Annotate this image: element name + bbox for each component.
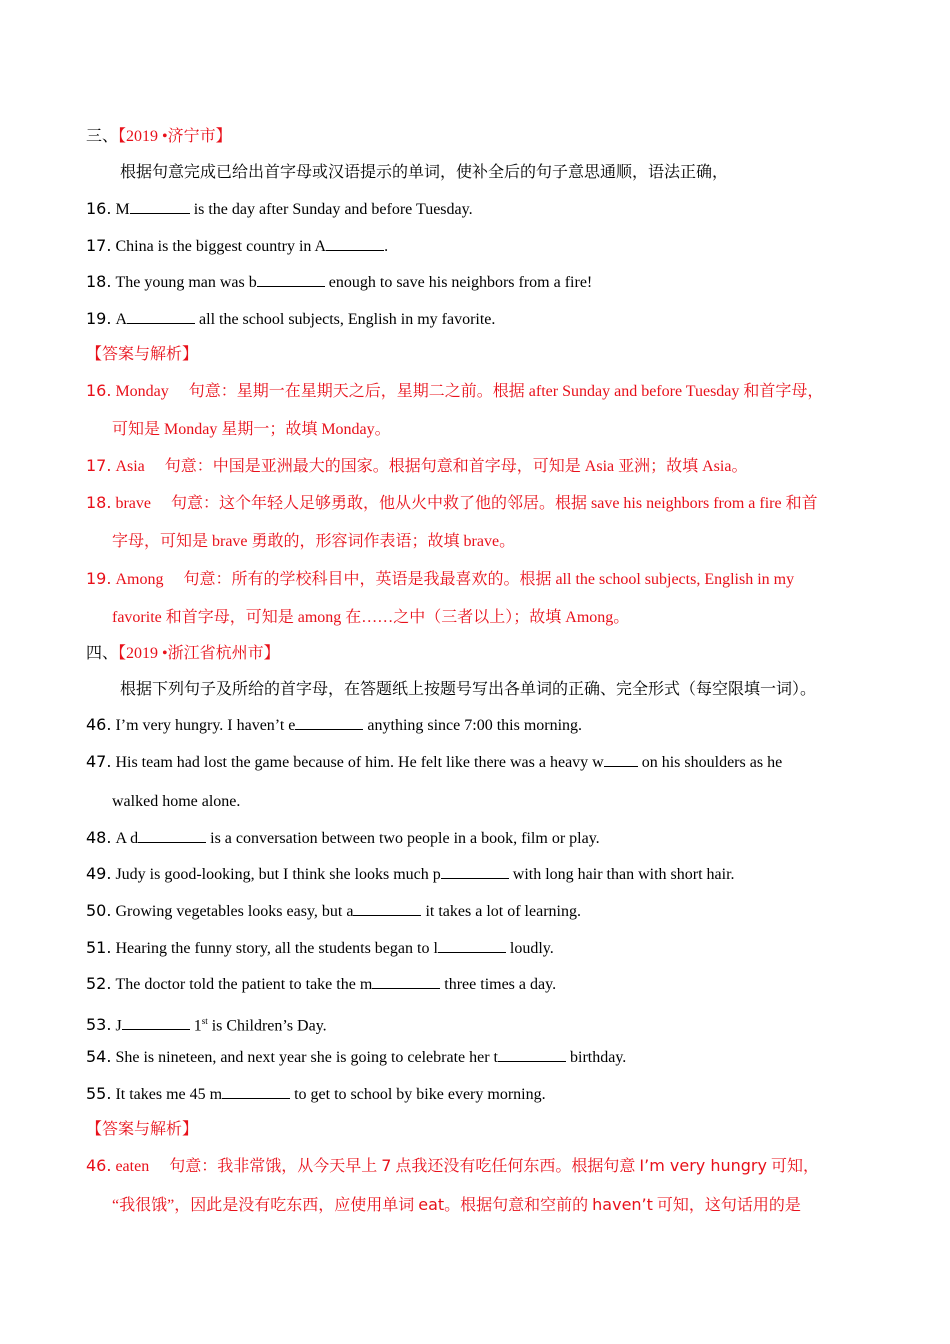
answer-blank[interactable] [438, 937, 506, 953]
answer-17: 17. Asia 句意：中国是亚洲最大的国家。根据句意和首字母，可知是 Asia 亚洲；故填 Asia。 [86, 456, 748, 475]
answer-46-cont: “我很饿”，因此是没有吃东西，应使用单词 eat。根据句意和空前的 haven’t 可知，这句话用的是 [112, 1195, 801, 1214]
question-50: 50. Growing vegetables looks easy, but a it takes a lot of learning. [86, 901, 581, 920]
question-48: 48. A d is a conversation between two people in a book, film or play. [86, 828, 600, 847]
question-54: 54. She is nineteen, and next year she is going to celebrate her t birthday. [86, 1047, 627, 1066]
answer-header-3: 【答案与解析】 [86, 346, 199, 363]
answer-16: 16. Monday 句意：星期一在星期天之后，星期二之前。根据 after Sunday and before Tuesday 和首字母， [86, 381, 824, 400]
answer-blank[interactable] [127, 308, 195, 324]
section-3-instruction: 根据句意完成已给出首字母或汉语提示的单词，使补全后的句子意思通顺，语法正确， [120, 164, 729, 181]
answer-blank[interactable] [326, 235, 384, 251]
answer-blank[interactable] [222, 1083, 290, 1099]
section-3-header [86, 126, 864, 148]
question-49: 49. Judy is good-looking, but I think she looks much p with long hair than with short hair. [86, 864, 735, 883]
section-4-header [86, 643, 864, 665]
section-4-instruction: 根据下列句子及所给的首字母，在答题纸上按题号写出各单词的正确、完全形式（每空限填一词）。 [120, 681, 817, 698]
answer-blank[interactable] [122, 1014, 190, 1030]
answer-19-cont: favorite 和首字母，可知是 among 在……之中（三者以上）；故填 Among。 [112, 609, 630, 626]
answer-blank[interactable] [130, 198, 190, 214]
section-3-source: 【2019 •济宁市】 [118, 128, 232, 145]
answer-18: 18. brave 句意：这个年轻人足够勇敢，他从火中救了他的邻居。根据 save his neighbors from a fire 和首 [86, 493, 818, 512]
answer-header-4: 【答案与解析】 [86, 1121, 199, 1138]
question-46: 46. I’m very hungry. I haven’t e anything since 7:00 this morning. [86, 715, 583, 734]
answer-46: 46. eaten 句意：我非常饿，从今天早上 7 点我还没有吃任何东西。根据句意 I’m very hungry 可知， [86, 1156, 819, 1175]
answer-blank[interactable] [138, 827, 206, 843]
answer-19: 19. Among 句意：所有的学校科目中，英语是我最喜欢的。根据 all the school subjects, English in my [86, 569, 795, 588]
question-53: 53. J 1st is Children’s Day. [86, 1015, 327, 1035]
section-4-source: 【2019 •浙江省杭州市】 [118, 645, 280, 662]
answer-blank[interactable] [353, 900, 421, 916]
section-4-prefix: 四、 [86, 645, 119, 662]
question-52: 52. The doctor told the patient to take the m three times a day. [86, 974, 557, 993]
question-18: 18. The young man was b enough to save his neighbors from a fire! [86, 272, 593, 291]
section-3-prefix: 三、 [86, 128, 119, 145]
question-19: 19. A all the school subjects, English in my favorite. [86, 309, 496, 328]
question-47-cont: walked home alone. [112, 793, 241, 810]
question-55: 55. It takes me 45 m to get to school by bike every morning. [86, 1084, 546, 1103]
answer-blank[interactable] [295, 714, 363, 730]
question-17: 17. China is the biggest country in A . [86, 236, 389, 255]
answer-blank[interactable] [257, 271, 325, 287]
question-47: 47. His team had lost the game because of him. He felt like there was a heavy w on his shoulders as he [86, 752, 783, 771]
answer-blank[interactable] [372, 973, 440, 989]
question-51: 51. Hearing the funny story, all the students began to l loudly. [86, 938, 554, 957]
answer-16-cont: 可知是 Monday 星期一；故填 Monday。 [112, 421, 391, 438]
question-16: 16. M is the day after Sunday and before Tuesday. [86, 199, 473, 218]
answer-18-cont: 字母，可知是 brave 勇敢的，形容词作表语；故填 brave。 [112, 533, 516, 550]
answer-blank[interactable] [441, 863, 509, 879]
answer-blank[interactable] [498, 1046, 566, 1062]
answer-blank[interactable] [604, 751, 638, 767]
